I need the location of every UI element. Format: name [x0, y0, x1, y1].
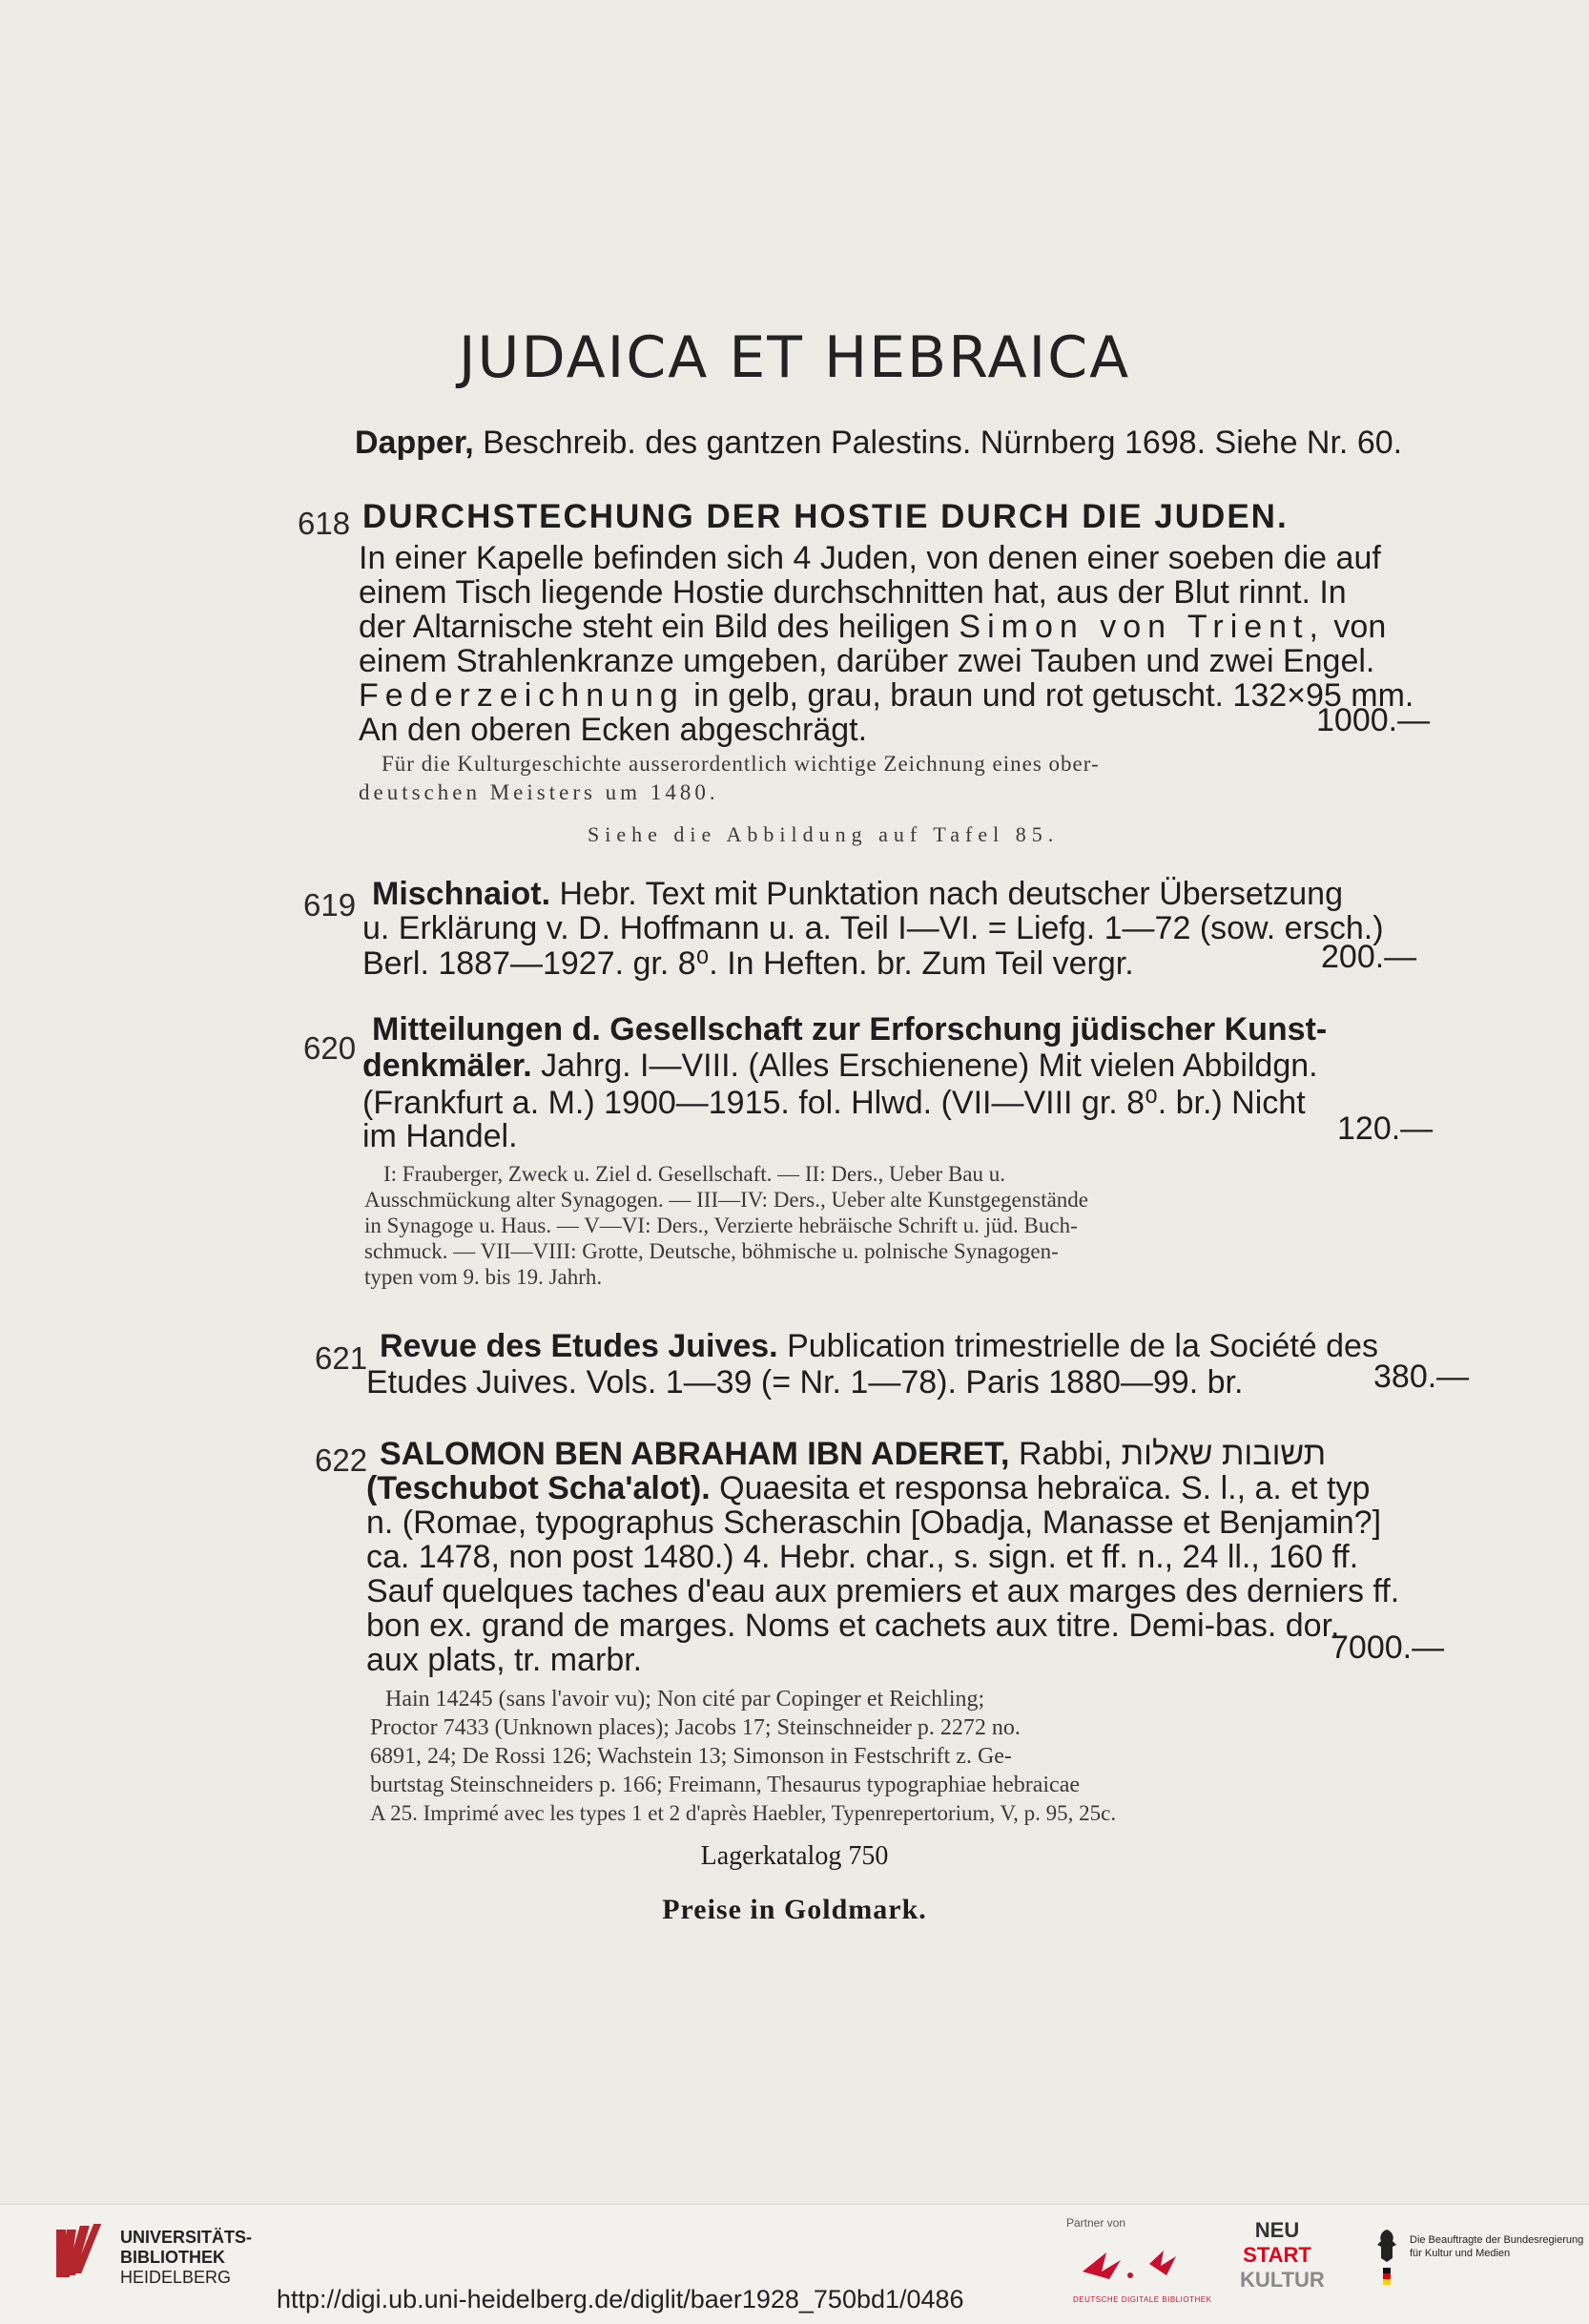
entry-618-see: Siehe die Abbildung auf Tafel 85. — [588, 822, 1060, 846]
entry-620-price: 120.— — [1337, 1110, 1434, 1147]
entry-621-line: Etudes Juives. Vols. 1—39 (= Nr. 1—78). Paris 1880—99. br. — [366, 1364, 1244, 1401]
entry-622-number: 622 — [315, 1442, 368, 1478]
entry-622-line: ca. 1478, non post 1480.) 4. Hebr. char., s. sign. et ff. n., 24 ll., 160 ff. — [366, 1539, 1359, 1575]
entry-622-note: Proctor 7433 (Unknown places); Jacobs 17; Steinschneider p. 2272 no. — [370, 1715, 1021, 1740]
entry-621-title: Revue des Etudes Juives. — [380, 1328, 778, 1364]
entry-619-line: u. Erklärung v. D. Hoffmann u. a. Teil I—VI. = Liefg. 1—72 (sow. ersch.) — [362, 910, 1384, 946]
entry-dapper-name: Dapper, — [355, 425, 474, 461]
entry-618-line — [359, 677, 1414, 715]
entry-620-number: 620 — [303, 1030, 357, 1066]
entry-622-note: 6891, 24; De Rossi 126; Wachstein 13; Simonson in Festschrift z. Ge- — [370, 1744, 1012, 1769]
entry-621-number: 621 — [315, 1340, 368, 1376]
entry-622-note: burtstag Steinschneiders p. 166; Freimann, Thesaurus typographiae hebraicae — [370, 1773, 1081, 1797]
entry-619-line: Berl. 1887—1927. gr. 8⁰. In Heften. br. Zum Teil vergr. — [362, 945, 1134, 982]
entry-621-text: Publication trimestrielle de la Société des — [787, 1328, 1378, 1364]
bkm-line: für Kultur und Medien — [1410, 2248, 1511, 2259]
entry-622-line: bon ex. grand de marges. Noms et cachets aux titre. Demi-bas. dor. — [366, 1608, 1340, 1644]
library-name — [120, 2228, 252, 2288]
entry-618-note: Für die Kulturgeschichte ausserordentlich wichtige Zeichnung eines ober- — [382, 752, 1100, 776]
entry-619-number: 619 — [303, 887, 357, 923]
entry-620-text: Jahrg. I—VIII. (Alles Erschienene) Mit vielen Abbildgn. — [541, 1048, 1318, 1084]
entry-618-number: 618 — [298, 506, 351, 541]
entry-620-title: Mitteilungen d. Gesellschaft zur Erforschung jüdischer Kunst- — [372, 1011, 1328, 1048]
library-name-line: UNIVERSITÄTS- — [120, 2228, 253, 2247]
entry-622-text: Quaesita et responsa hebraïca. S. l., a. et typ — [719, 1470, 1371, 1506]
entry-622-line — [366, 1470, 1370, 1507]
page-heading: JUDAICA ET HEBRAICA — [458, 324, 1131, 391]
entry-620-line — [362, 1048, 1318, 1085]
entry-622-text: Rabbi, תשובות שאלות — [1018, 1436, 1327, 1472]
entry-620-line: im Handel. — [362, 1118, 518, 1154]
ddb-label: DEUTSCHE DIGITALE BIBLIOTHEK — [1073, 2295, 1212, 2304]
entry-618-technique: Federzeichnung — [359, 677, 685, 714]
entry-618-text: von — [1333, 609, 1387, 645]
entry-622-note: A 25. Imprimé avec les types 1 et 2 d'après Haebler, Typenrepertorium, V, p. 95, 25c. — [370, 1801, 1117, 1825]
entry-622-title2: (Teschubot Scha'alot). — [366, 1470, 711, 1506]
entry-622-price: 7000.— — [1331, 1629, 1445, 1666]
entry-619-text: Hebr. Text mit Punktation nach deutscher Übersetzung — [559, 876, 1343, 912]
entry-619-price: 200.— — [1321, 939, 1417, 975]
prices-note: Preise in Goldmark. — [662, 1894, 927, 1925]
library-logo-icon[interactable] — [52, 2222, 110, 2281]
entry-618-saint: Simon von Trient, — [959, 609, 1325, 645]
entry-618-line: einem Tisch liegende Hostie durchschnitten hat, aus der Blut rinnt. In — [359, 574, 1347, 611]
entry-622-line: n. (Romae, typographus Scheraschin [Obadja, Manasse et Benjamin?] — [366, 1504, 1382, 1541]
entry-622-note: Hain 14245 (sans l'avoir vu); Non cité par Copinger et Reichling; — [385, 1687, 985, 1712]
entry-618-line: In einer Kapelle befinden sich 4 Juden, von denen einer soeben die auf — [359, 540, 1381, 576]
entry-618-text: in gelb, grau, braun und rot getuscht. 132×95 mm. — [693, 677, 1414, 714]
entry-620-note: typen vom 9. bis 19. Jahrh. — [364, 1265, 603, 1289]
neustart-line: NEU — [1254, 2218, 1300, 2242]
entry-dapper — [355, 425, 1402, 462]
entry-622-line — [380, 1436, 1326, 1473]
federal-eagle-icon — [1373, 2224, 1400, 2291]
entry-620-note: schmuck. — VII—VIII: Grotte, Deutsche, böhmische u. polnische Synagogen- — [364, 1239, 1059, 1263]
entry-620-note: in Synagoge u. Haus. — V—VI: Ders., Verzierte hebräische Schrift u. jüd. Buch- — [364, 1214, 1078, 1237]
entry-619-title: Mischnaiot. — [372, 876, 551, 912]
neustart-logo[interactable] — [1240, 2218, 1325, 2293]
entry-618-text: der Altarnische steht ein Bild des heiligen — [359, 609, 950, 645]
entry-622-title: SALOMON BEN ABRAHAM IBN ADERET, — [380, 1436, 1010, 1472]
page-url-link[interactable]: http://digi.ub.uni-heidelberg.de/diglit/baer1928_750bd1/0486 — [277, 2285, 964, 2314]
catalog-number: Lagerkatalog 750 — [700, 1841, 889, 1871]
neustart-line: START — [1243, 2243, 1311, 2267]
entry-622-line: aux plats, tr. marbr. — [366, 1642, 643, 1678]
bkm-line: Die Beauftragte der Bundesregierung — [1410, 2234, 1584, 2246]
entry-618-price: 1000.— — [1316, 702, 1431, 738]
entry-618-line: An den oberen Ecken abgeschrägt. — [359, 712, 868, 748]
ddb-logo-icon[interactable] — [1063, 2243, 1207, 2295]
entry-622-line: Sauf quelques taches d'eau aux premiers et aux marges des derniers ff. — [366, 1573, 1400, 1609]
partner-label: Partner von — [1066, 2216, 1126, 2230]
entry-620-note: Ausschmückung alter Synagogen. — III—IV: Ders., Ueber alte Kunstgegenstände — [364, 1188, 1088, 1212]
entry-618-note: deutschen Meisters um 1480. — [359, 780, 719, 804]
entry-620-line: (Frankfurt a. M.) 1900—1915. fol. Hlwd. (VII—VIII gr. 8⁰. br.) Nicht — [362, 1085, 1306, 1121]
entry-621-price: 380.— — [1373, 1359, 1470, 1395]
bkm-label — [1410, 2233, 1583, 2260]
neustart-line: KULTUR — [1240, 2268, 1325, 2292]
entry-619-line — [372, 876, 1343, 913]
library-name-line: HEIDELBERG — [120, 2268, 232, 2287]
entry-618-line: einem Strahlenkranze umgeben, darüber zwei Tauben und zwei Engel. — [359, 643, 1375, 679]
entry-618-title: DURCHSTECHUNG DER HOSTIE DURCH DIE JUDEN. — [362, 498, 1289, 535]
entry-620-title2: denkmäler. — [362, 1048, 532, 1084]
entry-620-note: I: Frauberger, Zweck u. Ziel d. Gesellschaft. — II: Ders., Ueber Bau u. — [383, 1162, 1006, 1186]
library-name-line: BIBLIOTHEK — [120, 2248, 225, 2267]
entry-dapper-text: Beschreib. des gantzen Palestins. Nürnberg 1698. Siehe Nr. 60. — [483, 425, 1403, 461]
entry-621-line — [380, 1328, 1378, 1365]
entry-618-line — [359, 609, 1386, 646]
